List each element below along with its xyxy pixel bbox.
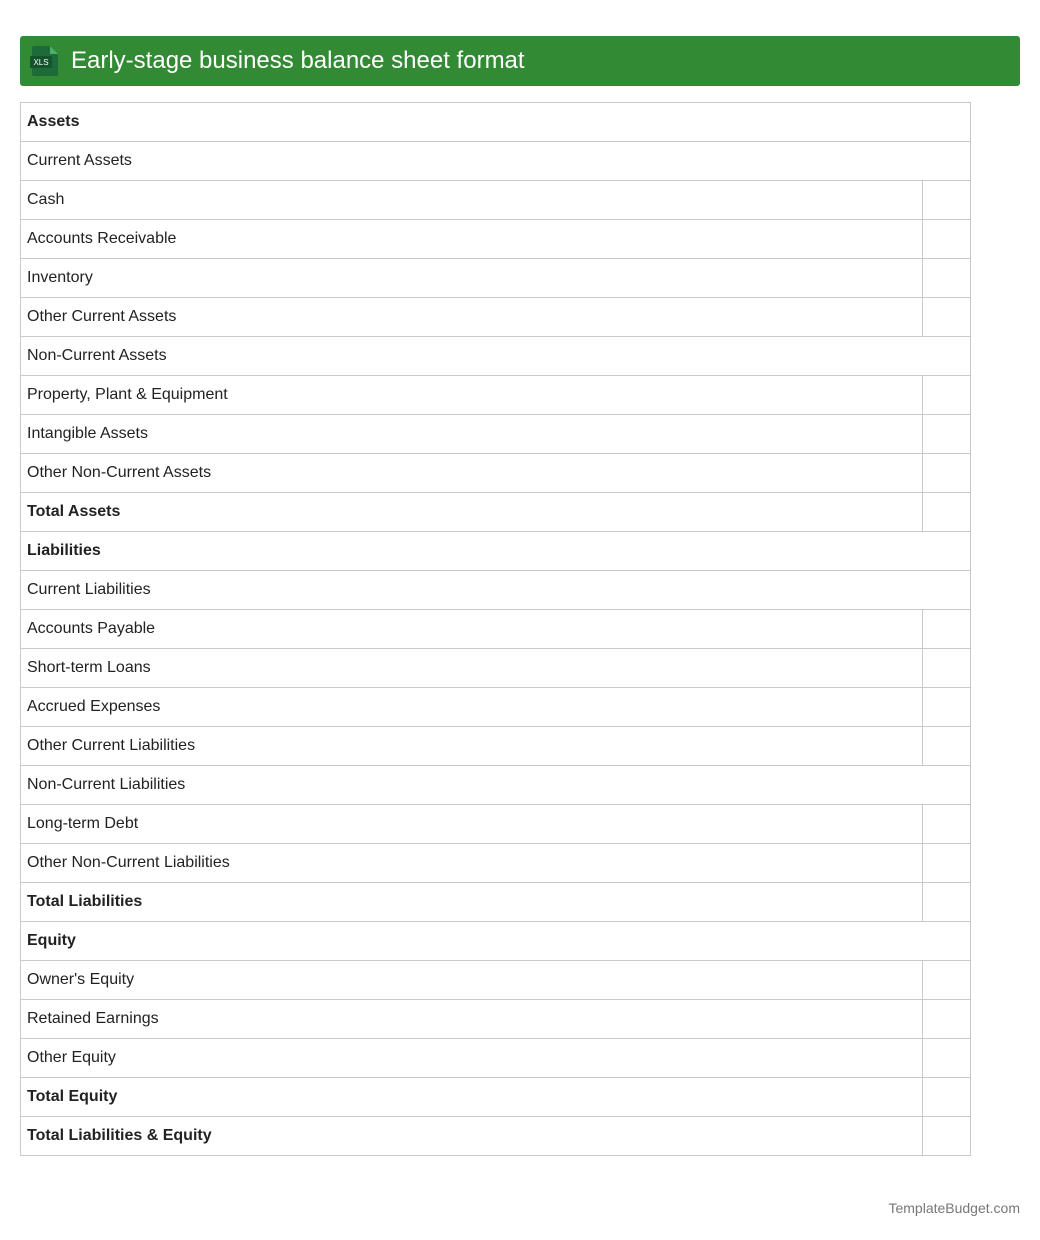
amount-cell[interactable] xyxy=(923,844,971,883)
line-item-label: Accounts Receivable xyxy=(21,220,923,259)
amount-cell[interactable] xyxy=(923,805,971,844)
amount-cell[interactable] xyxy=(923,493,971,532)
line-item-row xyxy=(21,181,971,220)
line-item-row xyxy=(21,1078,971,1117)
amount-cell[interactable] xyxy=(923,610,971,649)
amount-cell[interactable] xyxy=(923,1117,971,1156)
section-label: Non-Current Assets xyxy=(21,337,971,376)
balance-sheet-body xyxy=(21,103,971,1156)
line-item-row xyxy=(21,259,971,298)
line-item-row xyxy=(21,220,971,259)
balance-sheet-table xyxy=(20,102,971,1156)
section-label: Current Assets xyxy=(21,142,971,181)
line-item-row xyxy=(21,961,971,1000)
line-item-label: Total Assets xyxy=(21,493,923,532)
line-item-label: Accrued Expenses xyxy=(21,688,923,727)
line-item-label: Retained Earnings xyxy=(21,1000,923,1039)
amount-cell[interactable] xyxy=(923,649,971,688)
section-row xyxy=(21,766,971,805)
amount-cell[interactable] xyxy=(923,376,971,415)
line-item-row xyxy=(21,688,971,727)
line-item-label: Accounts Payable xyxy=(21,610,923,649)
line-item-label: Other Non-Current Assets xyxy=(21,454,923,493)
footer-brand: TemplateBudget.com xyxy=(888,1200,1020,1216)
amount-cell[interactable] xyxy=(923,298,971,337)
line-item-row xyxy=(21,298,971,337)
amount-cell[interactable] xyxy=(923,415,971,454)
line-item-row xyxy=(21,376,971,415)
line-item-label: Short-term Loans xyxy=(21,649,923,688)
line-item-row xyxy=(21,1117,971,1156)
line-item-row xyxy=(21,610,971,649)
line-item-label: Cash xyxy=(21,181,923,220)
section-row xyxy=(21,571,971,610)
amount-cell[interactable] xyxy=(923,727,971,766)
section-row xyxy=(21,922,971,961)
xls-icon-label: XLS xyxy=(33,58,49,67)
line-item-label: Other Equity xyxy=(21,1039,923,1078)
amount-cell[interactable] xyxy=(923,454,971,493)
line-item-label: Long-term Debt xyxy=(21,805,923,844)
section-row xyxy=(21,103,971,142)
line-item-label: Property, Plant & Equipment xyxy=(21,376,923,415)
line-item-label: Intangible Assets xyxy=(21,415,923,454)
amount-cell[interactable] xyxy=(923,688,971,727)
line-item-row xyxy=(21,454,971,493)
section-row xyxy=(21,142,971,181)
amount-cell[interactable] xyxy=(923,220,971,259)
line-item-label: Inventory xyxy=(21,259,923,298)
line-item-label: Total Liabilities & Equity xyxy=(21,1117,923,1156)
section-label: Non-Current Liabilities xyxy=(21,766,971,805)
page-header xyxy=(20,36,1020,86)
xls-file-icon xyxy=(30,46,59,76)
amount-cell[interactable] xyxy=(923,259,971,298)
section-row xyxy=(21,337,971,376)
line-item-label: Total Equity xyxy=(21,1078,923,1117)
line-item-row xyxy=(21,649,971,688)
amount-cell[interactable] xyxy=(923,1000,971,1039)
line-item-row xyxy=(21,805,971,844)
line-item-label: Other Current Assets xyxy=(21,298,923,337)
amount-cell[interactable] xyxy=(923,961,971,1000)
amount-cell[interactable] xyxy=(923,883,971,922)
line-item-row xyxy=(21,1000,971,1039)
page-title: Early-stage business balance sheet format xyxy=(71,47,525,74)
line-item-row xyxy=(21,727,971,766)
line-item-row xyxy=(21,1039,971,1078)
line-item-row xyxy=(21,493,971,532)
line-item-label: Other Current Liabilities xyxy=(21,727,923,766)
amount-cell[interactable] xyxy=(923,181,971,220)
line-item-label: Other Non-Current Liabilities xyxy=(21,844,923,883)
amount-cell[interactable] xyxy=(923,1039,971,1078)
line-item-row xyxy=(21,883,971,922)
section-label: Assets xyxy=(21,103,971,142)
amount-cell[interactable] xyxy=(923,1078,971,1117)
section-label: Liabilities xyxy=(21,532,971,571)
line-item-label: Total Liabilities xyxy=(21,883,923,922)
line-item-row xyxy=(21,844,971,883)
line-item-row xyxy=(21,415,971,454)
section-label: Current Liabilities xyxy=(21,571,971,610)
section-row xyxy=(21,532,971,571)
line-item-label: Owner's Equity xyxy=(21,961,923,1000)
section-label: Equity xyxy=(21,922,971,961)
